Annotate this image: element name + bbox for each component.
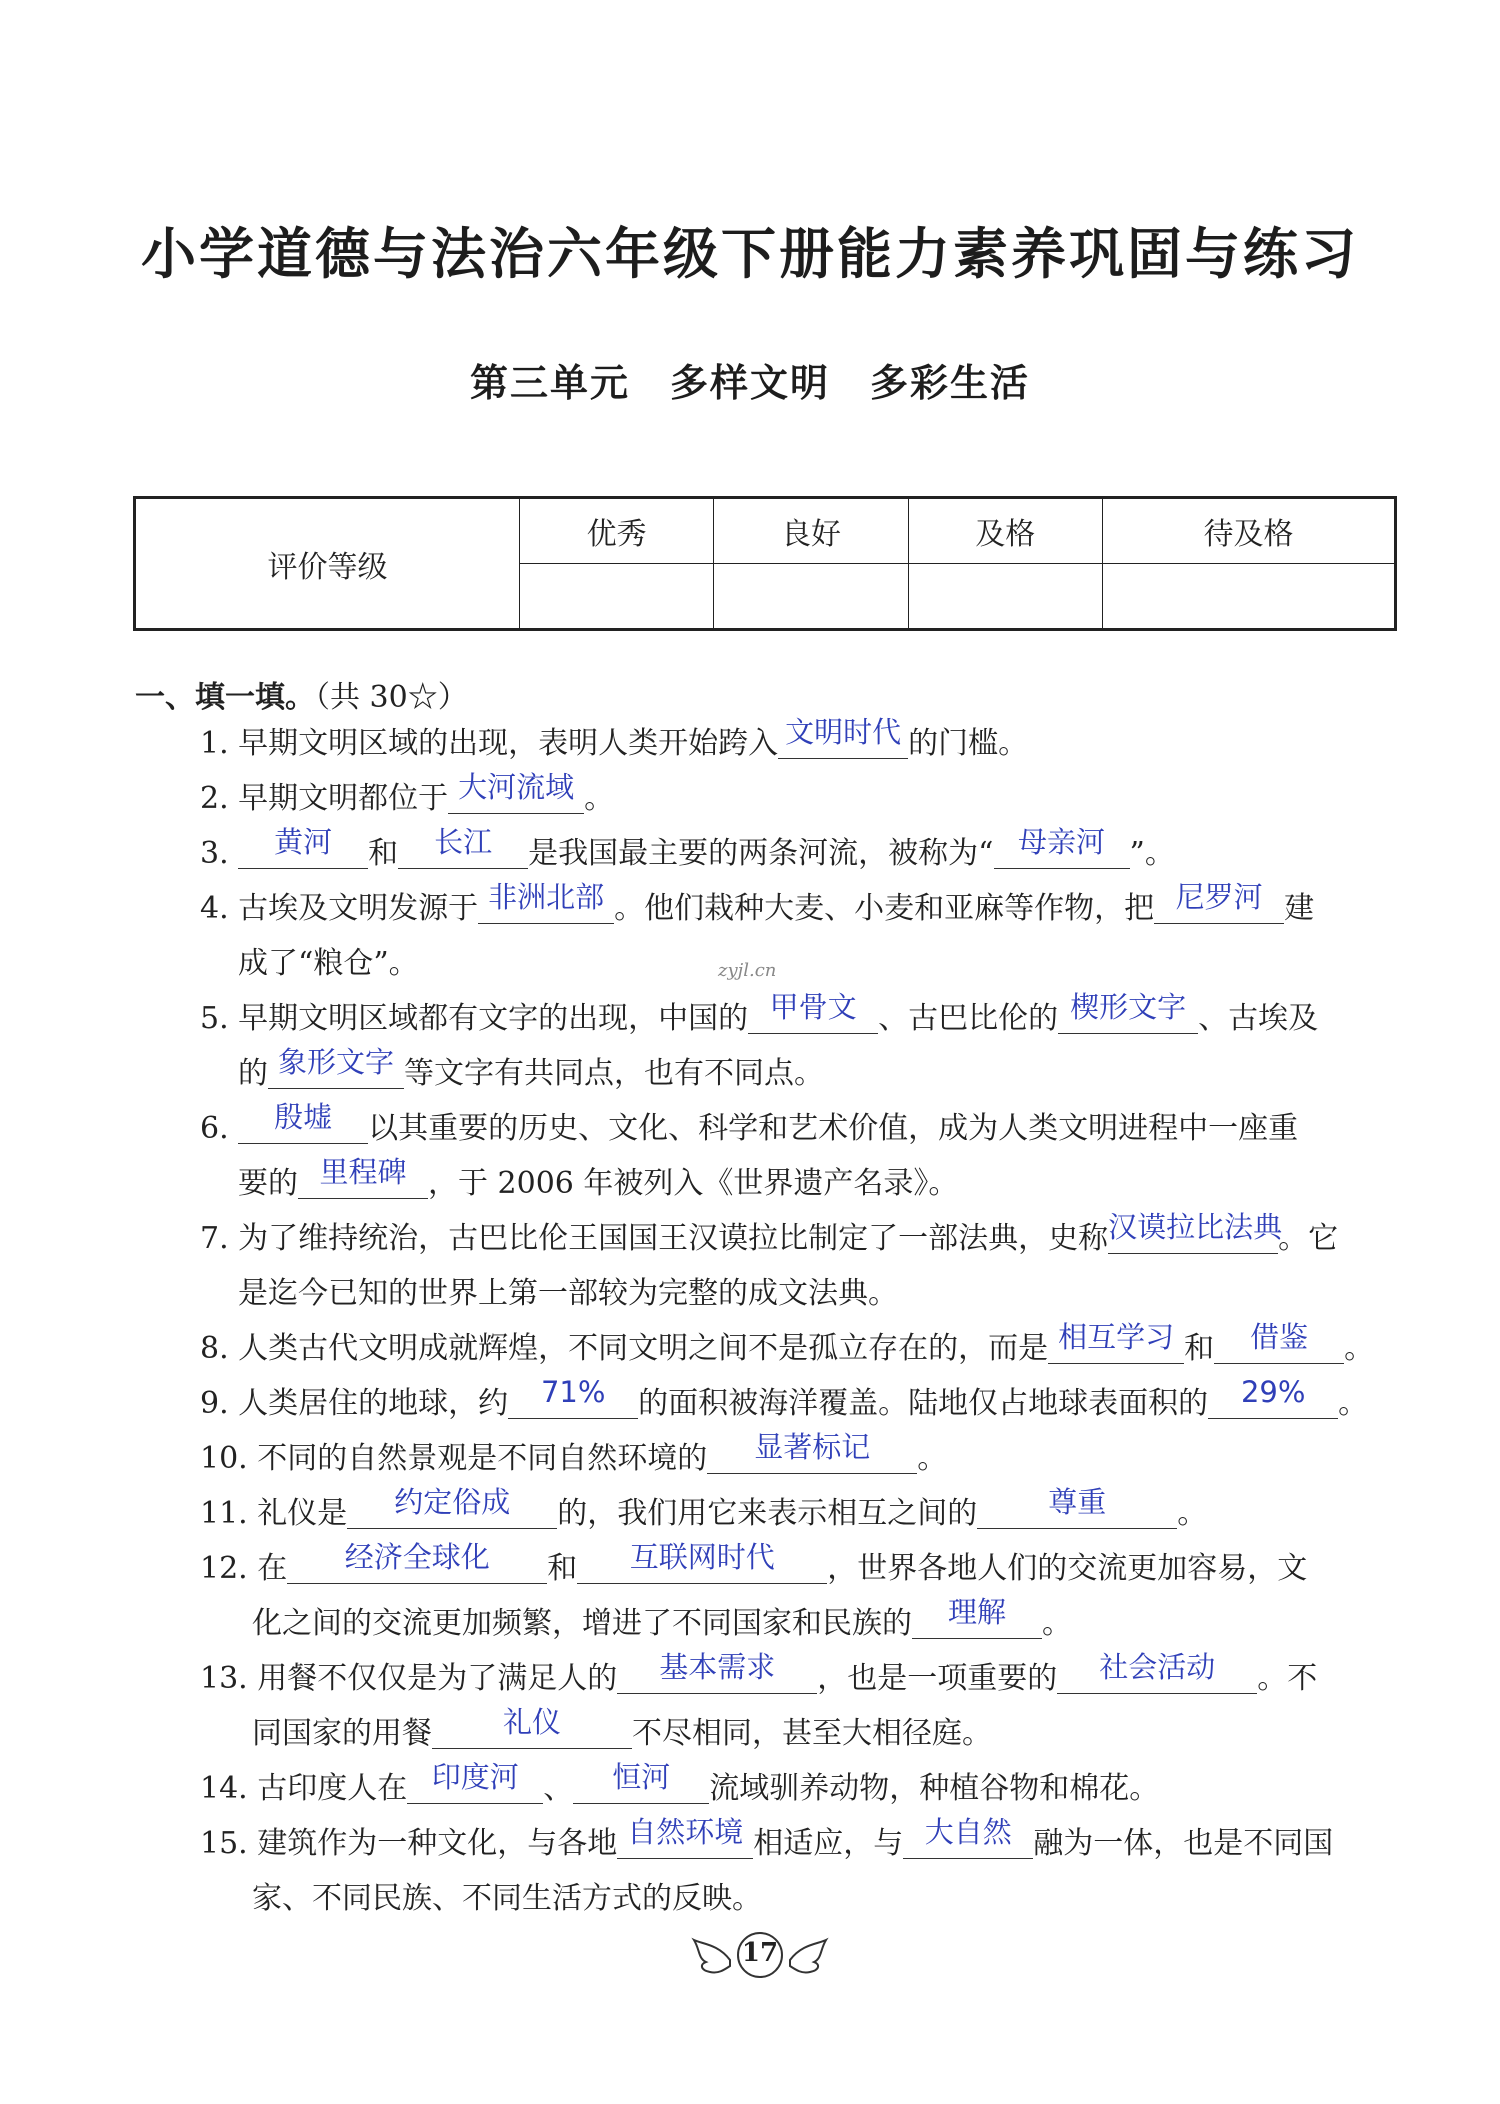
page-footer [690,1930,830,1980]
handwritten-answer: 甲骨文 [769,990,857,1024]
page-title: 小学道德与法治六年级下册能力素养巩固与练习 [140,222,1359,286]
question-13-line2: 同国家的用餐 礼仪 不尽相同，甚至大相径庭。 [252,1714,992,1754]
question-8: 8. 人类古代文明成就辉煌，不同文明之间不是孤立存在的，而是 相互学习 和 借鉴 。 [200,1329,1374,1369]
answer-blank[interactable] [912,1595,1042,1639]
question-11: 11. 礼仪是 约定俗成 的，我们用它来表示相互之间的 尊重 。 [200,1494,1207,1534]
question-15: 15. 建筑作为一种文化，与各地 自然环境 相适应，与 大自然 融为一体，也是不同国 [200,1824,1333,1864]
grade-level-pass: 及格 [908,498,1102,564]
answer-blank[interactable] [903,1815,1033,1859]
answer-blank[interactable] [573,1760,709,1804]
handwritten-answer: 尊重 [1048,1485,1107,1519]
answer-blank[interactable] [577,1540,827,1584]
answer-blank[interactable] [1057,1650,1257,1694]
question-6: 6. 殷墟 以其重要的历史、文化、科学和艺术价值，成为人类文明进程中一座重 [200,1109,1298,1149]
answer-blank[interactable] [748,990,878,1034]
answer-blank[interactable] [268,1045,404,1089]
answer-blank[interactable] [1108,1210,1283,1254]
handwritten-answer: 尼罗河 [1175,880,1263,914]
handwritten-answer: 约定俗成 [394,1485,511,1519]
answer-blank[interactable] [448,770,584,814]
handwritten-answer: 社会活动 [1099,1650,1216,1684]
handwritten-answer: 自然环境 [627,1815,744,1849]
question-1: 1. 早期文明区域的出现，表明人类开始跨入 文明时代 的门槛。 [200,724,1028,764]
answer-blank[interactable] [1208,1375,1338,1419]
question-6-line2: 要的 里程碑 ，于 2006 年被列入《世界遗产名录》。 [238,1164,958,1204]
handwritten-answer: 相互学习 [1058,1320,1175,1354]
handwritten-answer: 恒河 [612,1760,671,1794]
answer-blank[interactable] [287,1540,547,1584]
question-4-line2: 成了“粮仓”。 [238,946,419,981]
page-number: 17 [741,1938,779,1968]
handwritten-answer: 黄河 [274,825,333,859]
answer-blank[interactable] [778,715,908,759]
question-10: 10. 不同的自然景观是不同自然环境的 显著标记 。 [200,1439,947,1479]
handwritten-answer: 理解 [947,1595,1006,1629]
answer-blank[interactable] [238,1100,368,1144]
answer-blank[interactable] [707,1430,917,1474]
answer-blank[interactable] [1214,1320,1344,1364]
handwritten-answer: 印度河 [431,1760,519,1794]
question-7: 7. 为了维持统治，古巴比伦王国国王汉谟拉比制定了一部法典，史称 汉谟拉比法典 。它 [200,1219,1338,1259]
handwritten-answer: 里程碑 [319,1155,407,1189]
answer-blank[interactable] [478,880,614,924]
answer-blank[interactable] [508,1375,638,1419]
section-heading: 一、填一填。（共 30☆） [135,680,468,715]
handwritten-answer: 殷墟 [274,1100,333,1134]
handwritten-answer: 楔形文字 [1070,990,1187,1024]
grade-table [133,496,1397,631]
grade-level-excellent: 优秀 [520,498,714,564]
handwritten-answer: 借鉴 [1250,1320,1309,1354]
grade-level-fail: 待及格 [1102,498,1395,564]
question-3: 3. 黄河 和 长江 是我国最主要的两条河流，被称为“ 母亲河 ”。 [200,834,1175,874]
grade-label: 评价等级 [135,498,520,630]
handwritten-answer: 大自然 [924,1815,1012,1849]
answer-blank[interactable] [977,1485,1177,1529]
answer-blank[interactable] [1058,990,1198,1034]
answer-blank[interactable] [1048,1320,1184,1364]
question-5: 5. 早期文明区域都有文字的出现，中国的 甲骨文 、古巴比伦的 楔形文字 、古埃及 [200,999,1318,1039]
question-12: 12. 在 经济全球化 和 互联网时代 ，世界各地人们的交流更加容易，文 [200,1549,1307,1589]
handwritten-answer: 象形文字 [277,1045,394,1079]
handwritten-answer: 71% [540,1375,606,1409]
handwritten-answer: 文明时代 [785,715,902,749]
answer-blank[interactable] [238,825,368,869]
answer-blank[interactable] [347,1485,557,1529]
handwritten-answer: 汉谟拉比法典 [1108,1210,1283,1244]
handwritten-answer: 母亲河 [1018,825,1106,859]
answer-blank[interactable] [617,1650,817,1694]
grade-level-good: 良好 [714,498,908,564]
handwritten-answer: 29% [1240,1375,1306,1409]
answer-blank[interactable] [1154,880,1284,924]
answer-blank[interactable] [432,1705,632,1749]
question-13: 13. 用餐不仅仅是为了满足人的 基本需求 ，也是一项重要的 社会活动 。不 [200,1659,1317,1699]
question-2: 2. 早期文明都位于 大河流域 。 [200,779,614,819]
handwritten-answer: 互联网时代 [629,1540,775,1574]
answer-blank[interactable] [398,825,528,869]
answer-blank[interactable] [298,1155,428,1199]
question-15-line2: 家、不同民族、不同生活方式的反映。 [252,1881,762,1916]
handwritten-answer: 显著标记 [754,1430,871,1464]
answer-blank[interactable] [407,1760,543,1804]
question-14: 14. 古印度人在 印度河 、 恒河 流域驯养动物，种植谷物和棉花。 [200,1769,1159,1809]
handwritten-answer: 非洲北部 [488,880,605,914]
answer-blank[interactable] [994,825,1130,869]
question-9: 9. 人类居住的地球，约 71% 的面积被海洋覆盖。陆地仅占地球表面积的 29% 。 [200,1384,1368,1424]
handwritten-answer: 大河流域 [458,770,575,804]
handwritten-answer: 基本需求 [659,1650,776,1684]
watermark: zyjl.cn [718,960,777,981]
handwritten-answer: 经济全球化 [344,1540,490,1574]
grade-cell-good[interactable] [714,564,908,630]
answer-blank[interactable] [617,1815,753,1859]
unit-subtitle: 第三单元 多样文明 多彩生活 [469,361,1030,405]
handwritten-answer: 礼仪 [502,1705,561,1739]
question-4: 4. 古埃及文明发源于 非洲北部 。他们栽种大麦、小麦和亚麻等作物，把 尼罗河 建 [200,889,1314,929]
question-5-line2: 的 象形文字 等文字有共同点，也有不同点。 [238,1054,824,1094]
question-7-line2: 是迄今已知的世界上第一部较为完整的成文法典。 [238,1276,898,1311]
grade-cell-pass[interactable] [908,564,1102,630]
question-12-line2: 化之间的交流更加频繁，增进了不同国家和民族的 理解 。 [252,1604,1072,1644]
grade-cell-fail[interactable] [1102,564,1395,630]
handwritten-answer: 长江 [434,825,493,859]
grade-cell-excellent[interactable] [520,564,714,630]
